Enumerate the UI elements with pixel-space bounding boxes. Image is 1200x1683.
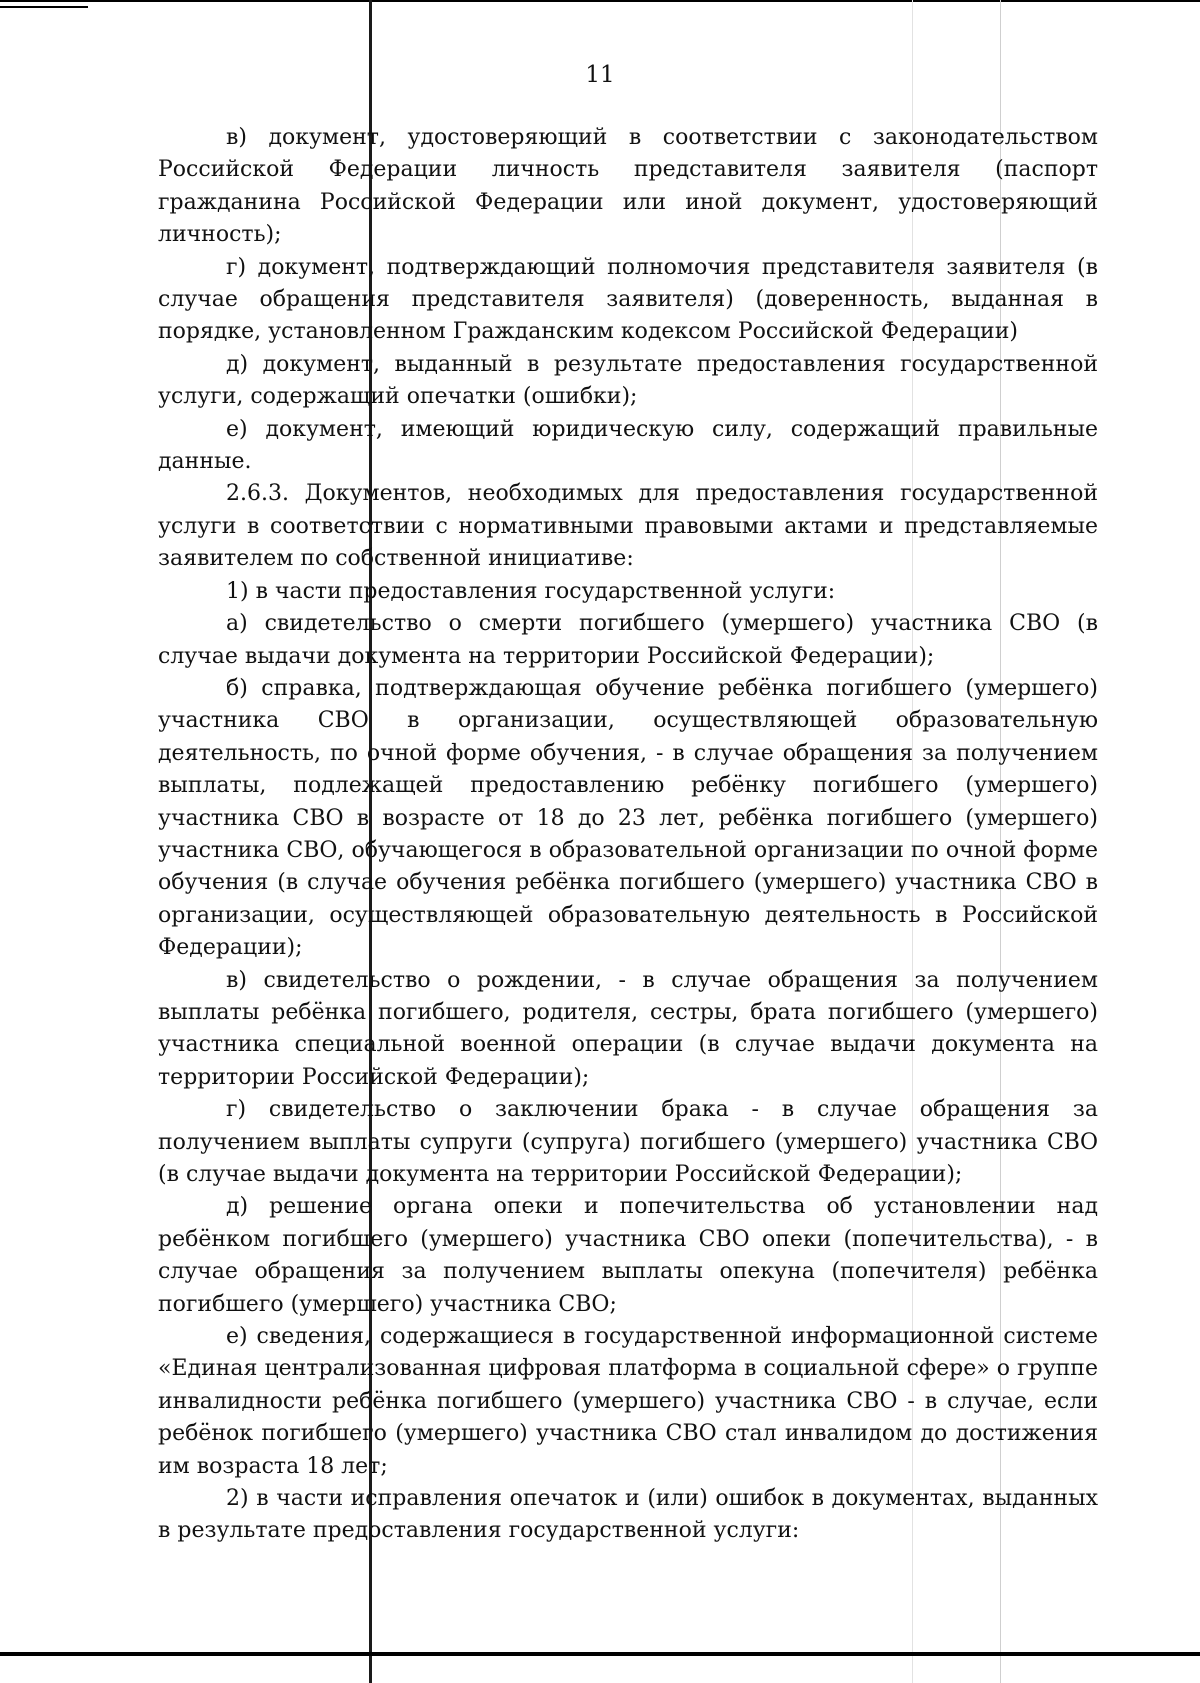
scan-border-bottom xyxy=(0,1652,1200,1656)
paragraph-2-corrections-part: 2) в части исправления опечаток и (или) ошибок в документах, выданных в результате предоставления государственной услуги: xyxy=(158,1486,1098,1544)
paragraph-b-education-certificate: б) справка, подтверждающая обучение ребёнка погибшего (умершего) участника СВО в организации, осуществляющей образовательную деятельность, по очной форме обучения, - в случае обращения за получением выплаты, подлежащей предоставлению ребёнку погибшего (умершего) участника СВО в возрасте от 18 до 23 лет, ребёнка погибшего (умершего) участника СВО, обучающегося в образовательной организации по очной форме обучения (в случае обучения ребёнка погибшего (умершего) участника СВО в организации, осуществляющей образовательную деятельность в Российской Федерации); xyxy=(158,675,1098,961)
paragraph-g-authority-document: г) документ, подтверждающий полномочия представителя заявителя (в случае обращения представителя заявителя) (доверенность, выданная в порядке, установленном Гражданским кодексом Российской Федерации) xyxy=(158,254,1098,345)
paragraph-d-guardianship-decision: д) решение органа опеки и попечительства об установлении над ребёнком погибшего (умершего) участника СВО опеки (попечительства), - в случае обращения за получением выплаты опекуна (попечителя) ребёнка погибшего (умершего) участника СВО; xyxy=(158,1194,1098,1317)
paragraph-g-marriage-certificate: г) свидетельство о заключении брака - в случае обращения за получением выплаты супруги (супруга) погибшего (умершего) участника СВО (в случае выдачи документа на территории Российской Федерации); xyxy=(158,1097,1098,1187)
page-number: 11 xyxy=(585,62,615,88)
paragraph-d-document-with-errors: д) документ, выданный в результате предоставления государственной услуги, содержащий опечатки (ошибки); xyxy=(158,351,1098,410)
paragraph-v-birth-certificate: в) свидетельство о рождении, - в случае обращения за получением выплаты ребёнка погибшего, родителя, сестры, брата погибшего (умершего) участника специальной военной операции (в случае выдачи документа на территории Российской Федерации); xyxy=(158,967,1098,1090)
paragraph-e-valid-document: е) документ, имеющий юридическую силу, содержащий правильные данные. xyxy=(158,416,1098,475)
paragraph-v-applicant-representative-id: в) документ, удостоверяющий в соответствии с законодательством Российской Федерации личность представителя заявителя (паспорт гражданина Российской Федерации или иной документ, удостоверяющий личность); xyxy=(158,125,1098,248)
paragraph-e-disability-information: е) сведения, содержащиеся в государственной информационной системе «Единая централизованная цифровая платформа в социальной сфере» о группе инвалидности ребёнка погибшего (умершего) участника СВО - в случае, если ребёнок погибшего (умершего) участника СВО стал инвалидом до достижения им возраста 18 лет; xyxy=(158,1324,1098,1479)
document-body xyxy=(158,122,1098,1548)
paragraph-a-death-certificate: а) свидетельство о смерти погибшего (умершего) участника СВО (в случае выдачи документа на территории Российской Федерации); xyxy=(158,611,1098,669)
paragraph-1-service-part: 1) в части предоставления государственной услуги: xyxy=(226,578,836,604)
scan-border-top xyxy=(0,0,1200,2)
paragraph-2-6-3: 2.6.3. Документов, необходимых для предоставления государственной услуги в соответствии с нормативными правовыми актами и представляемые заявителем по собственной инициативе: xyxy=(158,481,1098,572)
scan-corner-mark xyxy=(0,6,88,8)
